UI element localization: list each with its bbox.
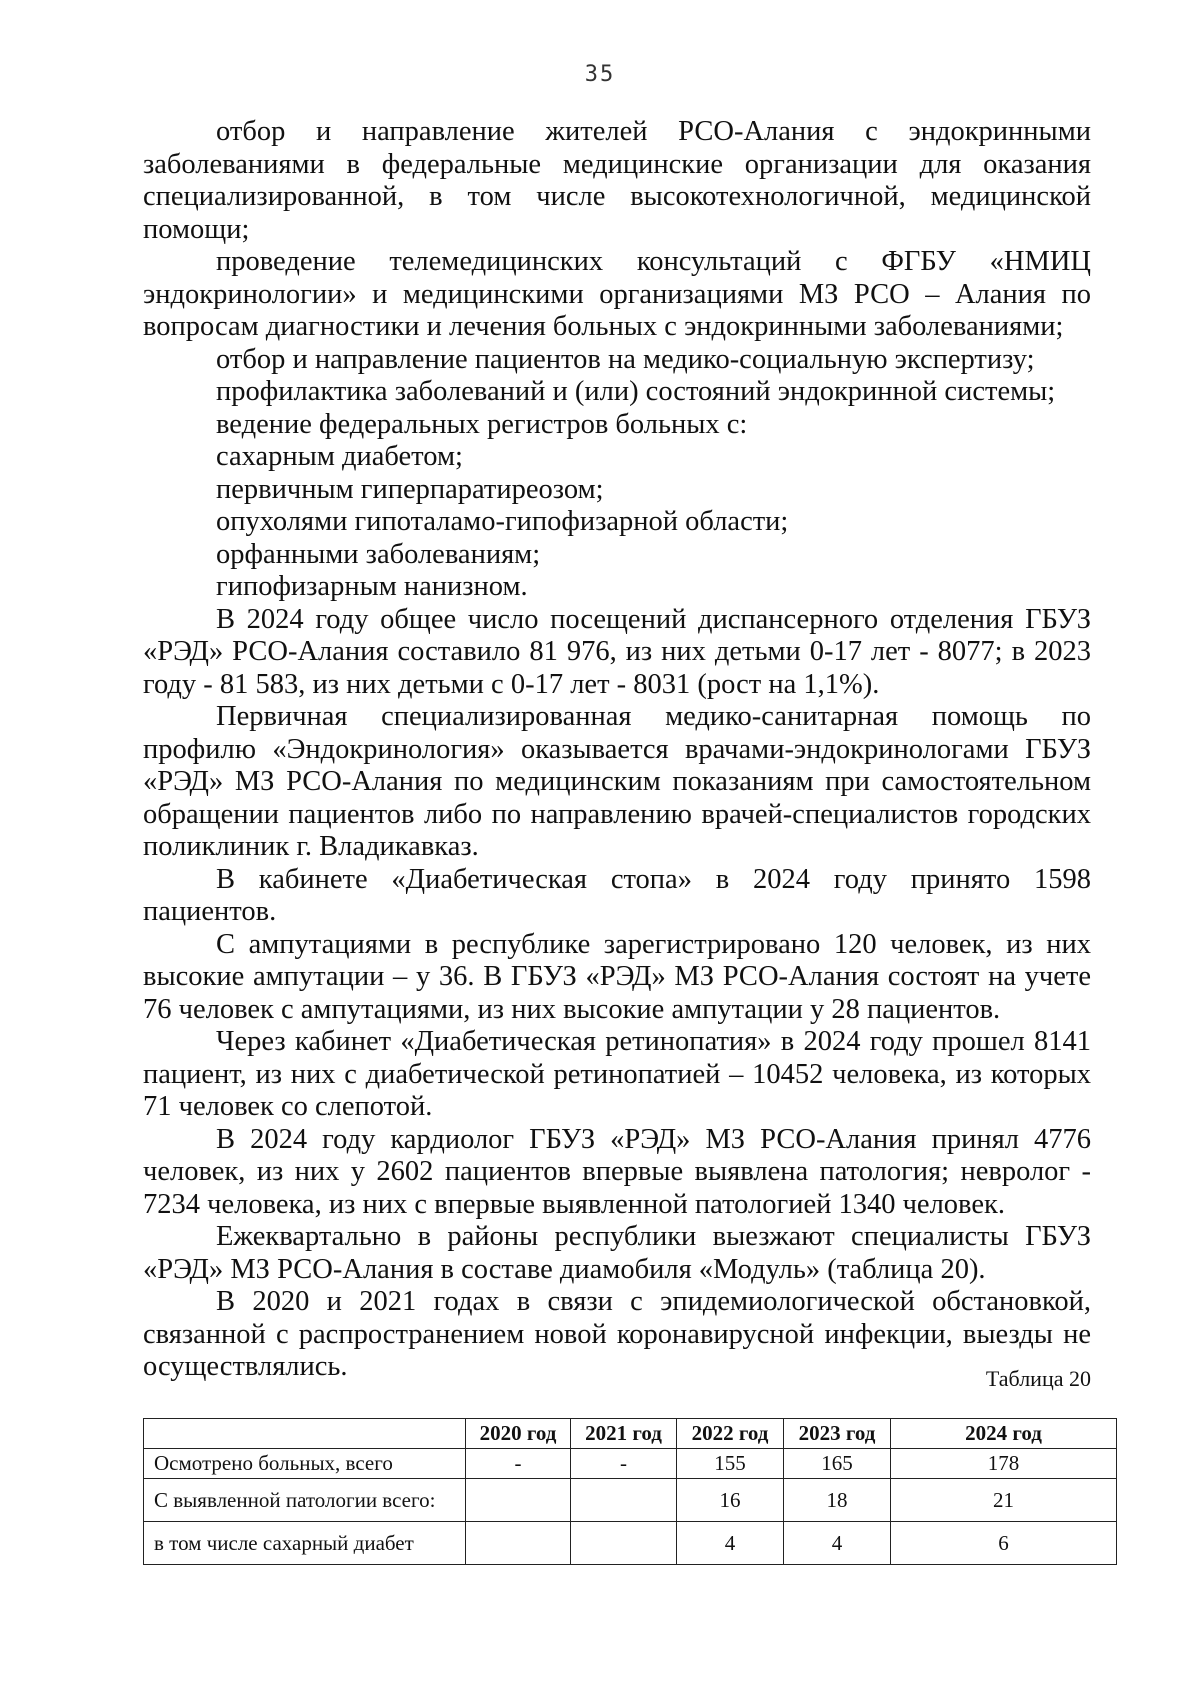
- table-header-cell: 2021 год: [571, 1419, 677, 1449]
- data-table: [143, 1418, 1117, 1565]
- table-row: [144, 1479, 1117, 1522]
- table-cell: 21: [891, 1479, 1117, 1522]
- table-cell: 155: [677, 1449, 784, 1479]
- table-cell: 4: [784, 1522, 891, 1565]
- paragraph: В кабинете «Диабетическая стопа» в 2024 году принято 1598 пациентов.: [143, 863, 1091, 927]
- paragraph: В 2020 и 2021 годах в связи с эпидемиологической обстановкой, связанной с распространением новой коронавирусной инфекции, выезды не осуществлялись.: [143, 1286, 1091, 1382]
- table-row: [144, 1449, 1117, 1479]
- table-header-cell: [144, 1419, 466, 1449]
- paragraph: ведение федеральных регистров больных с:: [216, 408, 748, 440]
- table-header-cell: 2020 год: [466, 1419, 571, 1449]
- table-cell: -: [466, 1449, 571, 1479]
- table-cell: 6: [891, 1522, 1117, 1565]
- table-cell: [466, 1522, 571, 1565]
- table-cell: 4: [677, 1522, 784, 1565]
- paragraph: отбор и направление жителей РСО-Алания с эндокринными заболеваниями в федеральные медицинские организации для оказания специализированной, в том числе высокотехнологичной, медицинской помощи;: [143, 116, 1091, 245]
- table-cell: [571, 1479, 677, 1522]
- table-cell: -: [571, 1449, 677, 1479]
- paragraph: Через кабинет «Диабетическая ретинопатия» в 2024 году прошел 8141 пациент, из них с диабетической ретинопатией – 10452 человека, из которых 71 человек со слепотой.: [143, 1026, 1091, 1122]
- body-text: [143, 116, 1091, 1384]
- paragraph: В 2024 году кардиолог ГБУЗ «РЭД» МЗ РСО-Алания принял 4776 человек, из них у 2602 пациентов впервые выявлена патология; невролог - 7234 человека, из них с впервые выявленной патологией 1340 человек.: [143, 1123, 1091, 1220]
- paragraph: С ампутациями в республике зарегистрировано 120 человек, из них высокие ампутации – у 36. В ГБУЗ «РЭД» МЗ РСО-Алания состоят на учете 76 человек с ампутациями, из них высокие ампутации у 28 пациентов.: [143, 928, 1091, 1025]
- table-cell: 18: [784, 1479, 891, 1522]
- paragraph: гипофизарным нанизном.: [216, 571, 528, 602]
- paragraph: первичным гиперпаратиреозом;: [216, 473, 604, 505]
- table-header-cell: 2022 год: [677, 1419, 784, 1449]
- paragraph: проведение телемедицинских консультаций с ФГБУ «НМИЦ эндокринологии» и медицинскими организациями МЗ РСО – Алания по вопросам диагностики и лечения больных с эндокринными заболеваниями;: [143, 246, 1091, 342]
- table-row-label: в том числе сахарный диабет: [144, 1522, 466, 1565]
- paragraph: Первичная специализированная медико-санитарная помощь по профилю «Эндокринология» оказывается врачами-эндокринологами ГБУЗ «РЭД» МЗ РСО-Алания по медицинским показаниям при самостоятельном обращении пациентов либо по направлению врачей-специалистов городских поликлиник г. Владикавказ.: [143, 701, 1091, 862]
- paragraph: Ежеквартально в районы республики выезжают специалисты ГБУЗ «РЭД» МЗ РСО-Алания в составе диамобиля «Модуль» (таблица 20).: [143, 1221, 1091, 1285]
- table-cell: [466, 1479, 571, 1522]
- paragraph: опухолями гипоталамо-гипофизарной области;: [216, 506, 789, 537]
- table-header-cell: 2023 год: [784, 1419, 891, 1449]
- table-cell: [571, 1522, 677, 1565]
- paragraph: отбор и направление пациентов на медико-социальную экспертизу;: [216, 343, 1035, 375]
- page-number: 35: [584, 62, 616, 87]
- table-header-cell: 2024 год: [891, 1419, 1117, 1449]
- paragraph: профилактика заболеваний и (или) состояний эндокринной системы;: [216, 376, 1056, 407]
- table-cell: 16: [677, 1479, 784, 1522]
- table-caption: Таблица 20: [985, 1366, 1091, 1391]
- table-row-label: Осмотрено больных, всего: [144, 1449, 466, 1479]
- table-row: [144, 1522, 1117, 1565]
- table-cell: 178: [891, 1449, 1117, 1479]
- paragraph: сахарным диабетом;: [216, 441, 463, 472]
- table-cell: 165: [784, 1449, 891, 1479]
- paragraph: В 2024 году общее число посещений диспансерного отделения ГБУЗ «РЭД» РСО-Алания составило 81 976, из них детьми 0-17 лет - 8077; в 2023 году - 81 583, из них детьми с 0-17 лет - 8031 (рост на 1,1%).: [143, 603, 1091, 700]
- table-row-label: С выявленной патологии всего:: [144, 1479, 466, 1522]
- paragraph: орфанными заболеваниям;: [216, 538, 541, 570]
- table-header-row: [144, 1419, 1117, 1449]
